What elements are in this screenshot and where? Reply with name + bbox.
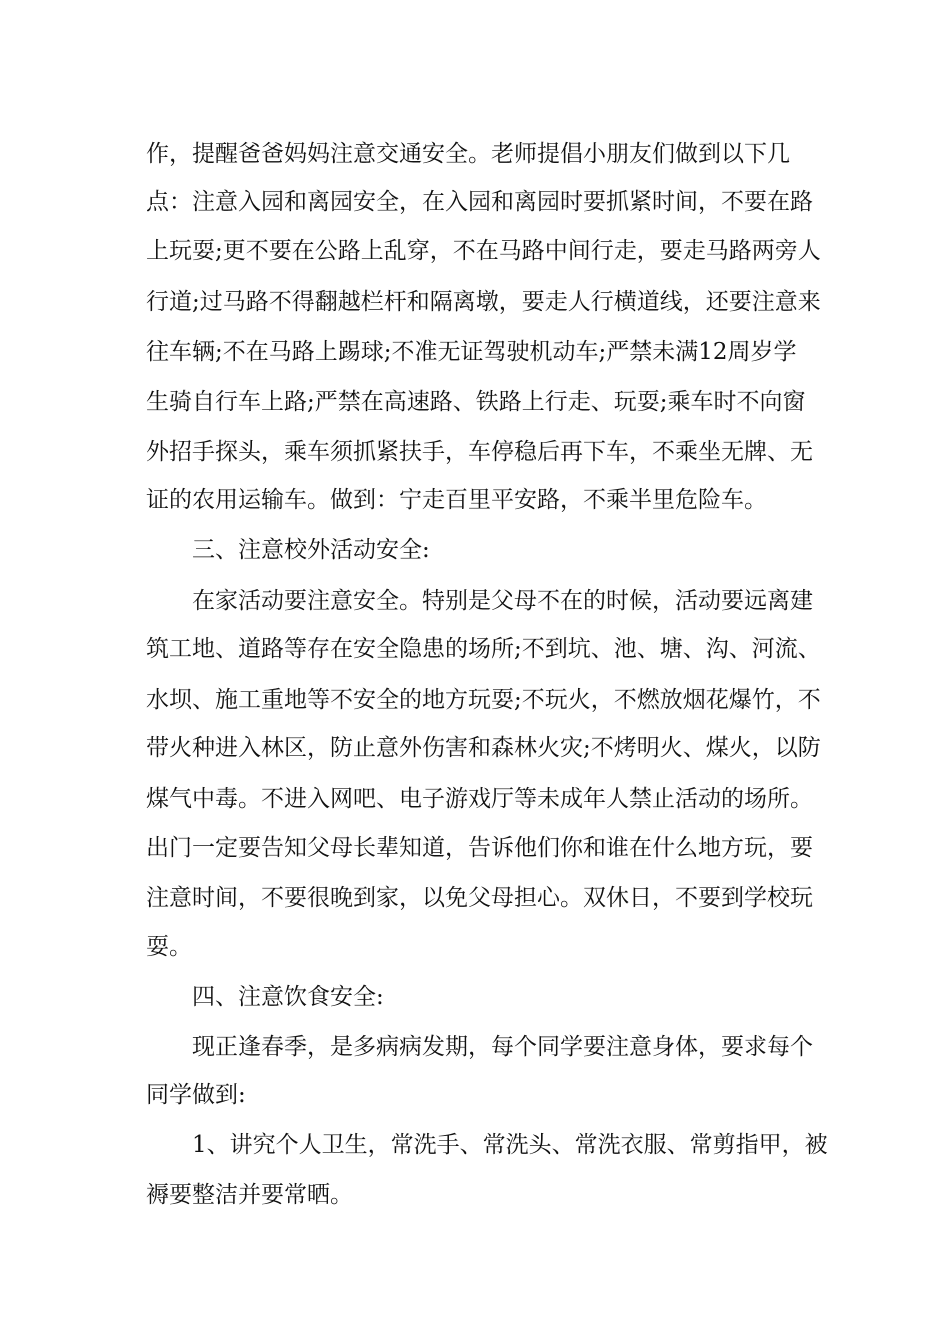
- body-text-line: 生骑自行车上路;严禁在高速路、铁路上行走、玩耍;乘车时不向窗: [146, 389, 806, 415]
- body-text-line: 褥要整洁并要常晒。: [146, 1182, 353, 1208]
- body-text-line: 往车辆;不在马路上踢球;不准无证驾驶机动车;严禁未满12周岁学: [146, 339, 797, 365]
- list-item-first-line: 1、讲究个人卫生，常洗手、常洗头、常洗衣服、常剪指甲，被: [192, 1132, 828, 1158]
- body-text-line: 注意时间，不要很晚到家，以免父母担心。双休日，不要到学校玩: [146, 885, 813, 911]
- body-text-line: 证的农用运输车。做到：宁走百里平安路，不乘半里危险车。: [146, 487, 767, 513]
- body-text-line: 行道;过马路不得翻越栏杆和隔离墩，要走人行横道线，还要注意来: [146, 289, 821, 315]
- paragraph-first-line: 在家活动要注意安全。特别是父母不在的时候，活动要远离建: [192, 588, 813, 614]
- body-text-line: 水坝、施工重地等不安全的地方玩耍;不玩火，不燃放烟花爆竹，不: [146, 687, 821, 713]
- body-text-line: 外招手探头，乘车须抓紧扶手，车停稳后再下车，不乘坐无牌、无: [146, 439, 813, 465]
- paragraph-first-line: 现正逢春季，是多病病发期，每个同学要注意身体，要求每个: [192, 1034, 813, 1060]
- body-text-line: 点：注意入园和离园安全，在入园和离园时要抓紧时间，不要在路: [146, 189, 813, 215]
- body-text-line: 上玩耍;更不要在公路上乱穿，不在马路中间行走，要走马路两旁人: [146, 238, 821, 264]
- body-text-line: 作，提醒爸爸妈妈注意交通安全。老师提倡小朋友们做到以下几: [146, 141, 790, 167]
- body-text-line: 筑工地、道路等存在安全隐患的场所;不到坑、池、塘、沟、河流、: [146, 636, 821, 662]
- section-heading: 四、注意饮食安全:: [192, 984, 384, 1010]
- body-text-line: 带火种进入林区，防止意外伤害和森林火灾;不烤明火、煤火，以防: [146, 735, 821, 761]
- body-text-line: 出门一定要告知父母长辈知道，告诉他们你和谁在什么地方玩，要: [146, 835, 813, 861]
- body-text-line: 同学做到:: [146, 1082, 246, 1108]
- section-heading: 三、注意校外活动安全:: [192, 537, 430, 563]
- body-text-line: 耍。: [146, 934, 192, 960]
- body-text-line: 煤气中毒。不进入网吧、电子游戏厅等未成年人禁止活动的场所。: [146, 786, 813, 812]
